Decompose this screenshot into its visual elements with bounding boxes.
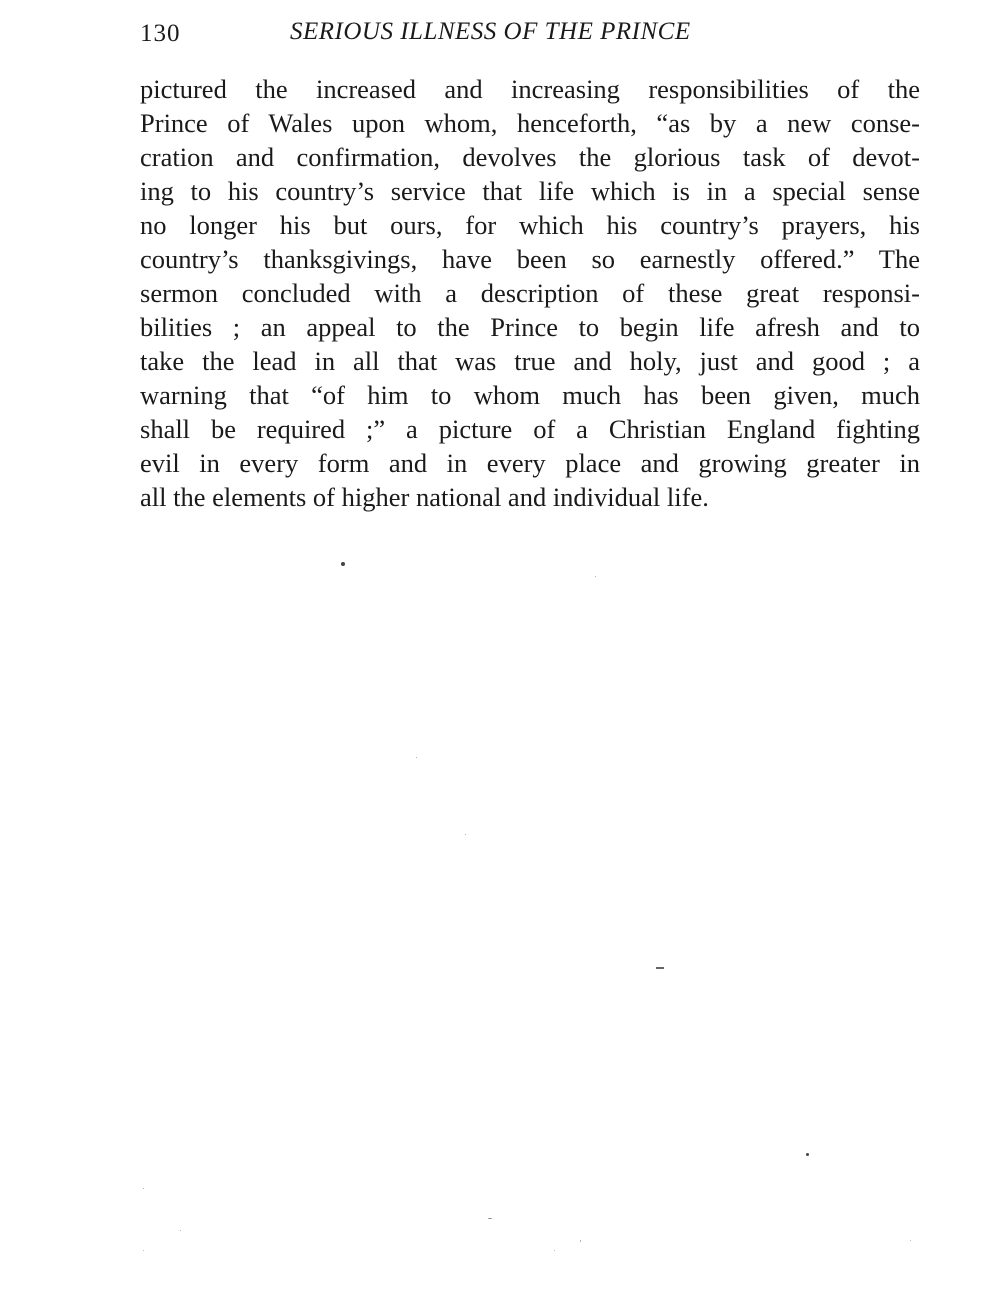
text-line: take the lead in all that was true and holy, just and good ; a [140, 346, 920, 376]
text-line: no longer his but ours, for which his country’s prayers, his [140, 210, 920, 240]
running-head [140, 18, 920, 52]
scan-speck [806, 1153, 809, 1156]
text-line: cration and confirmation, devolves the glorious task of devot- [140, 142, 920, 172]
scan-speck [143, 1188, 144, 1189]
scan-speck [143, 1250, 144, 1251]
text-line: evil in every form and in every place and growing greater in [140, 448, 920, 478]
page-number: 130 [140, 20, 181, 47]
text-line: shall be required ;” a picture of a Christian England fighting [140, 414, 920, 444]
text-line: ing to his country’s service that life which is in a special sense [140, 176, 920, 206]
scan-speck [656, 967, 664, 969]
scan-speck [180, 1230, 181, 1231]
scan-speck [910, 1240, 911, 1241]
text-line: pictured the increased and increasing responsibilities of the [140, 74, 920, 104]
scan-speck [465, 834, 466, 835]
text-line: Prince of Wales upon whom, henceforth, “as by a new conse- [140, 108, 920, 138]
text-line: sermon concluded with a description of these great responsi- [140, 278, 920, 308]
scan-speck [554, 1250, 555, 1251]
text-line: all the elements of higher national and individual life. [140, 482, 709, 512]
text-line: country’s thanksgivings, have been so earnestly offered.” The [140, 244, 920, 274]
scan-speck [580, 1240, 581, 1242]
scan-speck [595, 576, 596, 577]
body-paragraph [140, 72, 920, 514]
running-title: SERIOUS ILLNESS OF THE PRINCE [290, 18, 691, 45]
scan-speck [341, 562, 345, 566]
text-line: bilities ; an appeal to the Prince to begin life afresh and to [140, 312, 920, 342]
text-line: warning that “of him to whom much has been given, much [140, 380, 920, 410]
scan-speck [488, 1218, 492, 1219]
scan-speck [416, 757, 417, 758]
